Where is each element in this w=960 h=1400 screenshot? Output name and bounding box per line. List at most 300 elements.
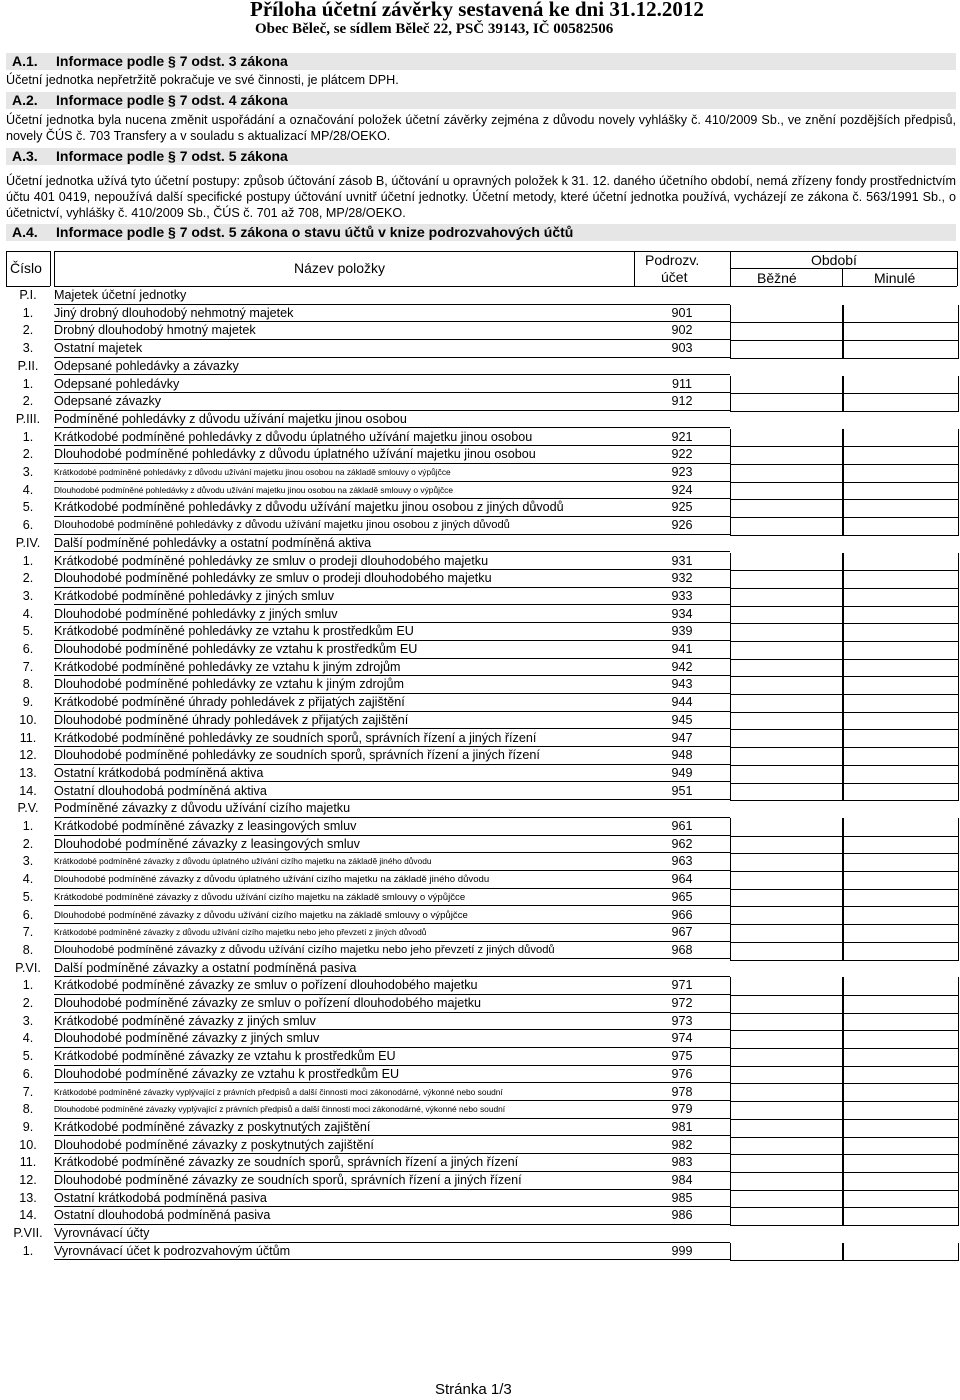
row-current-value — [730, 517, 844, 536]
row-previous-value — [842, 977, 959, 996]
row-previous-value — [842, 747, 959, 766]
row-number: 12. — [19, 1173, 37, 1187]
row-number: 7. — [22, 1084, 34, 1099]
row-account: 975 — [671, 1049, 693, 1064]
row-item-name: Dlouhodobé podmíněné závazky z důvodu úplatného užívání cizího majetku na základě jiného důvodu — [54, 874, 490, 886]
col-header-period: Období — [811, 252, 857, 268]
row-account: 924 — [671, 482, 693, 497]
table-group-row — [6, 411, 957, 429]
row-account: 912 — [671, 394, 693, 409]
row-current-value — [730, 429, 844, 448]
row-previous-value — [842, 1048, 959, 1067]
section-a1-text: Účetní jednotka nepřetržitě pokračuje ve své činnosti, je plátcem DPH. — [6, 73, 399, 87]
row-account: 944 — [671, 695, 693, 710]
row-number: 2. — [22, 447, 34, 462]
section-a3-text: Účetní jednotka užívá tyto účetní postupy: způsob účtování zásob B, účtování u opravných položek k 31. 12. daného účetního období, nemá zřízeny fondy prostřednictvím účtu 401 0419, nepoužívá další specifické postupy účtování uvnitř účetní jednotky. Účetní metody, které účetní jednotka používá, vycházejí ze zákona č. 563/1991 Sb., o účetnictví, vyhlášky č. 410/2009 Sb., ČÚS č. 701 až 708, MP/28/OEKO. — [6, 174, 956, 220]
row-account — [634, 1225, 730, 1243]
row-account: 948 — [671, 748, 693, 763]
row-previous-value — [842, 623, 959, 642]
row-number: P.I. — [19, 288, 37, 302]
table-row — [6, 553, 957, 571]
row-number: 1. — [22, 305, 34, 320]
col-header-name: Název položky — [294, 260, 386, 276]
table-row — [6, 730, 957, 748]
row-previous-value — [842, 1243, 959, 1262]
row-number: 9. — [22, 1119, 34, 1134]
row-item-name: Krátkodobé podmíněné závazky ze smluv o pořízení dlouhodobého majetku — [54, 978, 478, 993]
row-current-value — [730, 570, 844, 589]
row-number: P.III. — [15, 411, 41, 426]
row-number: 14. — [19, 783, 37, 798]
section-a1-heading — [6, 53, 956, 70]
row-number: 8. — [22, 1102, 34, 1117]
section-number: A.2. — [12, 92, 38, 108]
row-account — [634, 411, 730, 429]
row-number: 2. — [22, 323, 34, 338]
row-number: P.V. — [17, 801, 39, 816]
table-row — [6, 765, 957, 783]
row-number: 2. — [22, 836, 34, 851]
row-number: 12. — [19, 748, 37, 763]
row-current-value — [730, 1030, 844, 1049]
table-row — [6, 1101, 957, 1119]
col-header-account-2: účet — [661, 269, 688, 285]
row-previous-value — [842, 676, 959, 695]
row-current-value — [730, 977, 844, 996]
row-number: 1. — [22, 429, 34, 444]
row-previous-value — [842, 694, 959, 713]
section-a2-text: Účetní jednotka byla nucena změnit uspořádání a označování položek účetní závěrky zejména z důvodu novely vyhlášky č. 410/2009 Sb., ve znění pozdějších předpisů, novely ČÚS č. 703 Transfery a v souladu s aktualizací MP/28/OEKO. — [6, 113, 956, 143]
row-account: 923 — [671, 465, 693, 479]
row-number: 8. — [22, 677, 34, 692]
row-account: 922 — [671, 447, 693, 462]
row-previous-value — [842, 1013, 959, 1032]
row-number: 4. — [22, 1031, 34, 1046]
row-account: 981 — [671, 1119, 693, 1134]
table-group-row — [6, 358, 957, 376]
row-current-value — [730, 730, 844, 749]
section-title: Informace podle § 7 odst. 4 zákona — [56, 92, 288, 108]
table-row — [6, 977, 957, 995]
table-row — [6, 1030, 957, 1048]
row-previous-value — [842, 499, 959, 518]
row-item-name: Krátkodobé podmíněné závazky ze vztahu k prostředkům EU — [54, 1049, 396, 1064]
row-previous-value — [842, 322, 959, 341]
row-item-name: Dlouhodobé podmíněné závazky z jiných smluv — [54, 1031, 320, 1046]
section-a4-heading — [6, 224, 956, 241]
row-current-value — [730, 393, 844, 412]
row-item-name: Krátkodobé podmíněné pohledávky z důvodu užívání majetku jinou osobou z jiných důvodů — [54, 500, 564, 515]
row-number: 4. — [22, 872, 34, 887]
row-item-name: Majetek účetní jednotky — [54, 288, 187, 302]
table-row — [6, 322, 957, 340]
table-row — [6, 429, 957, 447]
row-item-name: Dlouhodobé podmíněné závazky z leasingových smluv — [54, 836, 360, 851]
row-item-name: Dlouhodobé podmíněné závazky z důvodu užívání cizího majetku nebo jeho převzetí z jiných důvodů — [54, 943, 555, 956]
table-row — [6, 942, 957, 960]
row-number: P.II. — [17, 358, 39, 373]
table-row — [6, 1207, 957, 1225]
row-previous-value — [842, 517, 959, 536]
row-current-value — [730, 305, 844, 324]
row-item-name: Krátkodobé podmíněné pohledávky z jiných smluv — [54, 588, 335, 603]
row-previous-value — [842, 606, 959, 625]
row-item-name: Ostatní krátkodobá podmíněná aktiva — [54, 765, 264, 780]
row-previous-value — [842, 1066, 959, 1085]
row-current-value — [730, 1066, 844, 1085]
row-account: 903 — [671, 341, 693, 356]
row-previous-value — [842, 889, 959, 908]
row-previous-value — [842, 340, 959, 359]
row-account: 979 — [671, 1102, 693, 1117]
row-current-value — [730, 446, 844, 465]
row-number: 5. — [22, 889, 34, 904]
row-number: 13. — [19, 765, 37, 780]
row-item-name: Jiný drobný dlouhodobý nehmotný majetek — [54, 305, 294, 320]
row-previous-value — [842, 907, 959, 926]
row-account: 945 — [671, 712, 693, 727]
row-item-name: Krátkodobé podmíněné pohledávky ze smluv o prodeji dlouhodobého majetku — [54, 553, 489, 568]
row-account: 942 — [671, 659, 693, 674]
table-row — [6, 499, 957, 517]
row-previous-value — [842, 393, 959, 412]
row-current-value — [730, 482, 844, 501]
row-previous-value — [842, 464, 959, 483]
row-number: 10. — [19, 712, 37, 727]
table-row — [6, 1243, 957, 1261]
row-account: 965 — [671, 889, 693, 904]
table-row — [6, 853, 957, 871]
row-account: 947 — [671, 730, 693, 745]
row-account: 972 — [671, 996, 693, 1010]
row-item-name: Ostatní majetek — [54, 341, 143, 356]
row-account — [634, 358, 730, 376]
row-number: 14. — [19, 1208, 37, 1223]
section-a2-heading — [6, 92, 956, 109]
table-row — [6, 641, 957, 659]
row-number: 10. — [19, 1137, 37, 1152]
row-previous-value — [842, 871, 959, 890]
row-number: 11. — [19, 1155, 37, 1170]
row-number: 5. — [22, 1049, 34, 1064]
table-row — [6, 1190, 957, 1208]
row-current-value — [730, 553, 844, 572]
row-account — [634, 535, 730, 553]
table-row — [6, 340, 957, 358]
col-header-number: Číslo — [10, 260, 42, 276]
row-item-name: Dlouhodobé podmíněné závazky ze soudních sporů, správních řízení a jiných řízení — [54, 1173, 522, 1187]
row-account: 967 — [671, 925, 693, 940]
row-item-name: Odepsané závazky — [54, 394, 162, 409]
section-a3-heading — [6, 148, 956, 165]
row-number: 3. — [22, 854, 34, 869]
row-account — [634, 287, 730, 305]
row-current-value — [730, 464, 844, 483]
row-current-value — [730, 889, 844, 908]
row-current-value — [730, 1119, 844, 1138]
row-item-name: Odepsané pohledávky — [54, 376, 180, 391]
row-current-value — [730, 818, 844, 837]
row-current-value — [730, 942, 844, 961]
row-item-name: Podmíněné závazky z důvodu užívání cizího majetku — [54, 801, 351, 816]
table-row — [6, 482, 957, 500]
row-account: 961 — [671, 819, 693, 833]
row-account: 925 — [671, 500, 693, 515]
row-account: 934 — [671, 606, 693, 621]
row-account: 971 — [671, 978, 693, 993]
row-previous-value — [842, 1172, 959, 1191]
row-number: 3. — [22, 1013, 34, 1028]
row-current-value — [730, 836, 844, 855]
table-row — [6, 305, 957, 323]
row-item-name: Dlouhodobé podmíněné závazky z důvodu užívání cizího majetku na základě smlouvy o výpůjčce — [54, 909, 468, 921]
row-number: 3. — [22, 588, 34, 603]
row-current-value — [730, 853, 844, 872]
table-row — [6, 1119, 957, 1137]
row-number: 6. — [22, 907, 34, 922]
section-number: A.3. — [12, 148, 38, 164]
row-number: 1. — [22, 1243, 34, 1258]
row-current-value — [730, 871, 844, 890]
table-row — [6, 1013, 957, 1031]
row-previous-value — [842, 1101, 959, 1120]
row-current-value — [730, 676, 844, 695]
row-item-name: Krátkodobé podmíněné pohledávky z důvodu úplatného užívání majetku jinou osobou — [54, 429, 533, 444]
table-row — [6, 1137, 957, 1155]
row-account: 985 — [671, 1190, 693, 1205]
table-row — [6, 517, 957, 535]
row-account: 911 — [671, 376, 693, 391]
row-previous-value — [842, 429, 959, 448]
col-header-current: Běžné — [757, 270, 797, 286]
row-account: 901 — [671, 305, 693, 320]
row-previous-value — [842, 376, 959, 395]
table-row — [6, 1172, 957, 1190]
row-item-name: Krátkodobé podmíněné pohledávky z důvodu užívání majetku jinou osobou na základě smlouvy o výpůjčce — [54, 467, 451, 477]
row-number: 2. — [22, 996, 34, 1010]
row-account: 974 — [671, 1031, 693, 1046]
row-current-value — [730, 376, 844, 395]
section-number: A.1. — [12, 53, 38, 69]
row-item-name: Dlouhodobé podmíněné závazky vyplývající z právních předpisů a další činnosti moci zákonodárné, výkonné nebo soudní — [54, 1104, 506, 1115]
row-item-name: Dlouhodobé podmíněné pohledávky z důvodu užívání majetku jinou osobou na základě smlouvy o výpůjčce — [54, 484, 453, 495]
row-previous-value — [842, 1119, 959, 1138]
row-previous-value — [842, 1137, 959, 1156]
table-group-row — [6, 800, 957, 818]
row-account: 943 — [671, 677, 693, 692]
row-item-name: Krátkodobé podmíněné pohledávky ze vztahu k prostředkům EU — [54, 624, 414, 639]
row-previous-value — [842, 1190, 959, 1209]
row-number: 3. — [22, 341, 34, 356]
row-account: 983 — [671, 1155, 693, 1170]
row-item-name: Ostatní dlouhodobá podmíněná aktiva — [54, 783, 267, 798]
row-account: 976 — [671, 1066, 693, 1081]
row-item-name: Dlouhodobé podmíněné pohledávky ze soudních sporů, správních řízení a jiných řízení — [54, 748, 540, 763]
row-current-value — [730, 907, 844, 926]
row-current-value — [730, 1048, 844, 1067]
table-row — [6, 1154, 957, 1172]
row-number: 9. — [22, 695, 34, 710]
row-number: 2. — [22, 394, 34, 409]
row-previous-value — [842, 305, 959, 324]
row-current-value — [730, 783, 844, 802]
row-item-name: Krátkodobé podmíněné závazky z leasingových smluv — [54, 819, 357, 833]
row-item-name: Krátkodobé podmíněné závazky z jiných smluv — [54, 1013, 316, 1028]
row-item-name: Dlouhodobé podmíněné pohledávky ze vztahu k jiným zdrojům — [54, 677, 405, 692]
table-row — [6, 623, 957, 641]
row-account: 902 — [671, 323, 693, 338]
table-group-row — [6, 1225, 957, 1243]
table-row — [6, 659, 957, 677]
row-current-value — [730, 340, 844, 359]
row-account: 968 — [671, 942, 693, 957]
row-current-value — [730, 1154, 844, 1173]
row-number: 6. — [22, 1066, 34, 1081]
row-current-value — [730, 924, 844, 943]
row-previous-value — [842, 765, 959, 784]
row-account: 932 — [671, 571, 693, 586]
row-number: 5. — [22, 500, 34, 515]
row-number: 11. — [19, 730, 37, 745]
row-previous-value — [842, 1207, 959, 1226]
row-number: 1. — [22, 376, 34, 391]
row-previous-value — [842, 783, 959, 802]
row-previous-value — [842, 570, 959, 589]
table-row — [6, 694, 957, 712]
row-item-name: Krátkodobé podmíněné pohledávky ze soudních sporů, správních řízení a jiných řízení — [54, 730, 537, 745]
row-previous-value — [842, 924, 959, 943]
row-item-name: Dlouhodobé podmíněné závazky ze vztahu k prostředkům EU — [54, 1066, 400, 1081]
row-current-value — [730, 1243, 844, 1262]
table-row — [6, 464, 957, 482]
section-title: Informace podle § 7 odst. 5 zákona — [56, 148, 288, 164]
table-row — [6, 818, 957, 836]
row-account: 941 — [671, 642, 693, 656]
row-account: 986 — [671, 1208, 693, 1223]
row-number: 4. — [22, 606, 34, 621]
row-current-value — [730, 641, 844, 660]
table-row — [6, 836, 957, 854]
row-current-value — [730, 588, 844, 607]
row-current-value — [730, 322, 844, 341]
table-row — [6, 1066, 957, 1084]
row-item-name: Vyrovnávací účty — [54, 1226, 150, 1241]
row-number: 2. — [22, 571, 34, 586]
row-number: 1. — [22, 819, 34, 833]
row-current-value — [730, 1190, 844, 1209]
row-account — [634, 960, 730, 978]
row-current-value — [730, 1084, 844, 1103]
table-group-row — [6, 535, 957, 553]
row-previous-value — [842, 730, 959, 749]
row-previous-value — [842, 659, 959, 678]
table-row — [6, 606, 957, 624]
row-item-name: Dlouhodobé podmíněné pohledávky ze smluv o prodeji dlouhodobého majetku — [54, 571, 492, 586]
row-current-value — [730, 659, 844, 678]
row-account: 926 — [671, 518, 693, 533]
row-account: 962 — [671, 836, 693, 851]
row-item-name: Dlouhodobé podmíněné úhrady pohledávek z přijatých zajištění — [54, 712, 409, 727]
row-item-name: Krátkodobé podmíněné závazky z důvodu úplatného užívání cizího majetku na základě jiného důvodu — [54, 856, 432, 867]
row-item-name: Drobný dlouhodobý hmotný majetek — [54, 323, 256, 338]
row-number: 8. — [22, 942, 34, 957]
row-account: 984 — [671, 1173, 693, 1187]
row-number: 1. — [22, 553, 34, 568]
row-item-name: Ostatní krátkodobá podmíněná pasiva — [54, 1190, 267, 1205]
row-item-name: Krátkodobé podmíněné závazky vyplývající z právních předpisů a další činnosti moci zákonodárné, výkonné nebo soudní — [54, 1086, 503, 1097]
table-row — [6, 907, 957, 925]
table-row — [6, 570, 957, 588]
row-current-value — [730, 995, 844, 1014]
table-row — [6, 1084, 957, 1102]
row-account: 933 — [671, 588, 693, 603]
row-previous-value — [842, 446, 959, 465]
table-row — [6, 446, 957, 464]
row-current-value — [730, 1013, 844, 1032]
table-group-row — [6, 960, 957, 978]
table-row — [6, 588, 957, 606]
row-number: 1. — [22, 978, 34, 993]
col-header-previous: Minulé — [874, 270, 916, 286]
row-current-value — [730, 1207, 844, 1226]
row-number: 13. — [19, 1190, 37, 1205]
row-item-name: Další podmíněné pohledávky a ostatní podmíněná aktiva — [54, 535, 372, 550]
row-item-name: Podmíněné pohledávky z důvodu užívání majetku jinou osobou — [54, 411, 407, 426]
row-account: 963 — [671, 854, 693, 869]
page-header-title: Příloha účetní závěrky sestavená ke dni 31.12.2012 — [250, 0, 704, 21]
row-account: 939 — [671, 624, 693, 639]
row-item-name: Dlouhodobé podmíněné pohledávky z důvodu úplatného užívání majetku jinou osobou — [54, 447, 536, 462]
table-row — [6, 995, 957, 1013]
row-number: 3. — [22, 465, 34, 479]
row-previous-value — [842, 853, 959, 872]
section-title: Informace podle § 7 odst. 5 zákona o stavu účtů v knize podrozvahových účtů — [56, 224, 574, 240]
row-item-name: Krátkodobé podmíněné úhrady pohledávek z přijatých zajištění — [54, 695, 405, 710]
row-current-value — [730, 1101, 844, 1120]
row-number: 6. — [22, 642, 34, 656]
row-previous-value — [842, 553, 959, 572]
row-current-value — [730, 765, 844, 784]
row-item-name: Krátkodobé podmíněné závazky z důvodu užívání cizího majetku nebo jeho převzetí z jiných důvodů — [54, 927, 427, 938]
row-item-name: Vyrovnávací účet k podrozvahovým účtům — [54, 1243, 291, 1258]
section-number: A.4. — [12, 224, 38, 240]
row-account: 951 — [671, 783, 693, 798]
table-row — [6, 376, 957, 394]
row-current-value — [730, 747, 844, 766]
row-number: 4. — [22, 482, 34, 497]
row-account: 982 — [671, 1137, 693, 1152]
row-current-value — [730, 499, 844, 518]
table-row — [6, 783, 957, 801]
page-number: Stránka 1/3 — [435, 1381, 512, 1398]
row-current-value — [730, 606, 844, 625]
row-number: 5. — [22, 624, 34, 639]
row-item-name: Ostatní dlouhodobá podmíněná pasiva — [54, 1208, 271, 1223]
table-group-row — [6, 287, 957, 305]
row-account: 999 — [671, 1243, 693, 1258]
row-item-name: Dlouhodobé podmíněné pohledávky ze vztahu k prostředkům EU — [54, 642, 418, 656]
row-previous-value — [842, 1154, 959, 1173]
row-previous-value — [842, 482, 959, 501]
row-account: 973 — [671, 1013, 693, 1028]
row-item-name: Krátkodobé podmíněné pohledávky ze vztahu k jiným zdrojům — [54, 659, 401, 674]
table-row — [6, 747, 957, 765]
row-account: 949 — [671, 765, 693, 780]
row-item-name: Dlouhodobé podmíněné pohledávky z důvodu užívání majetku jinou osobou z jiných důvodů — [54, 519, 510, 532]
row-number: 7. — [22, 659, 34, 674]
table-row — [6, 889, 957, 907]
row-number: P.VII. — [13, 1226, 43, 1241]
